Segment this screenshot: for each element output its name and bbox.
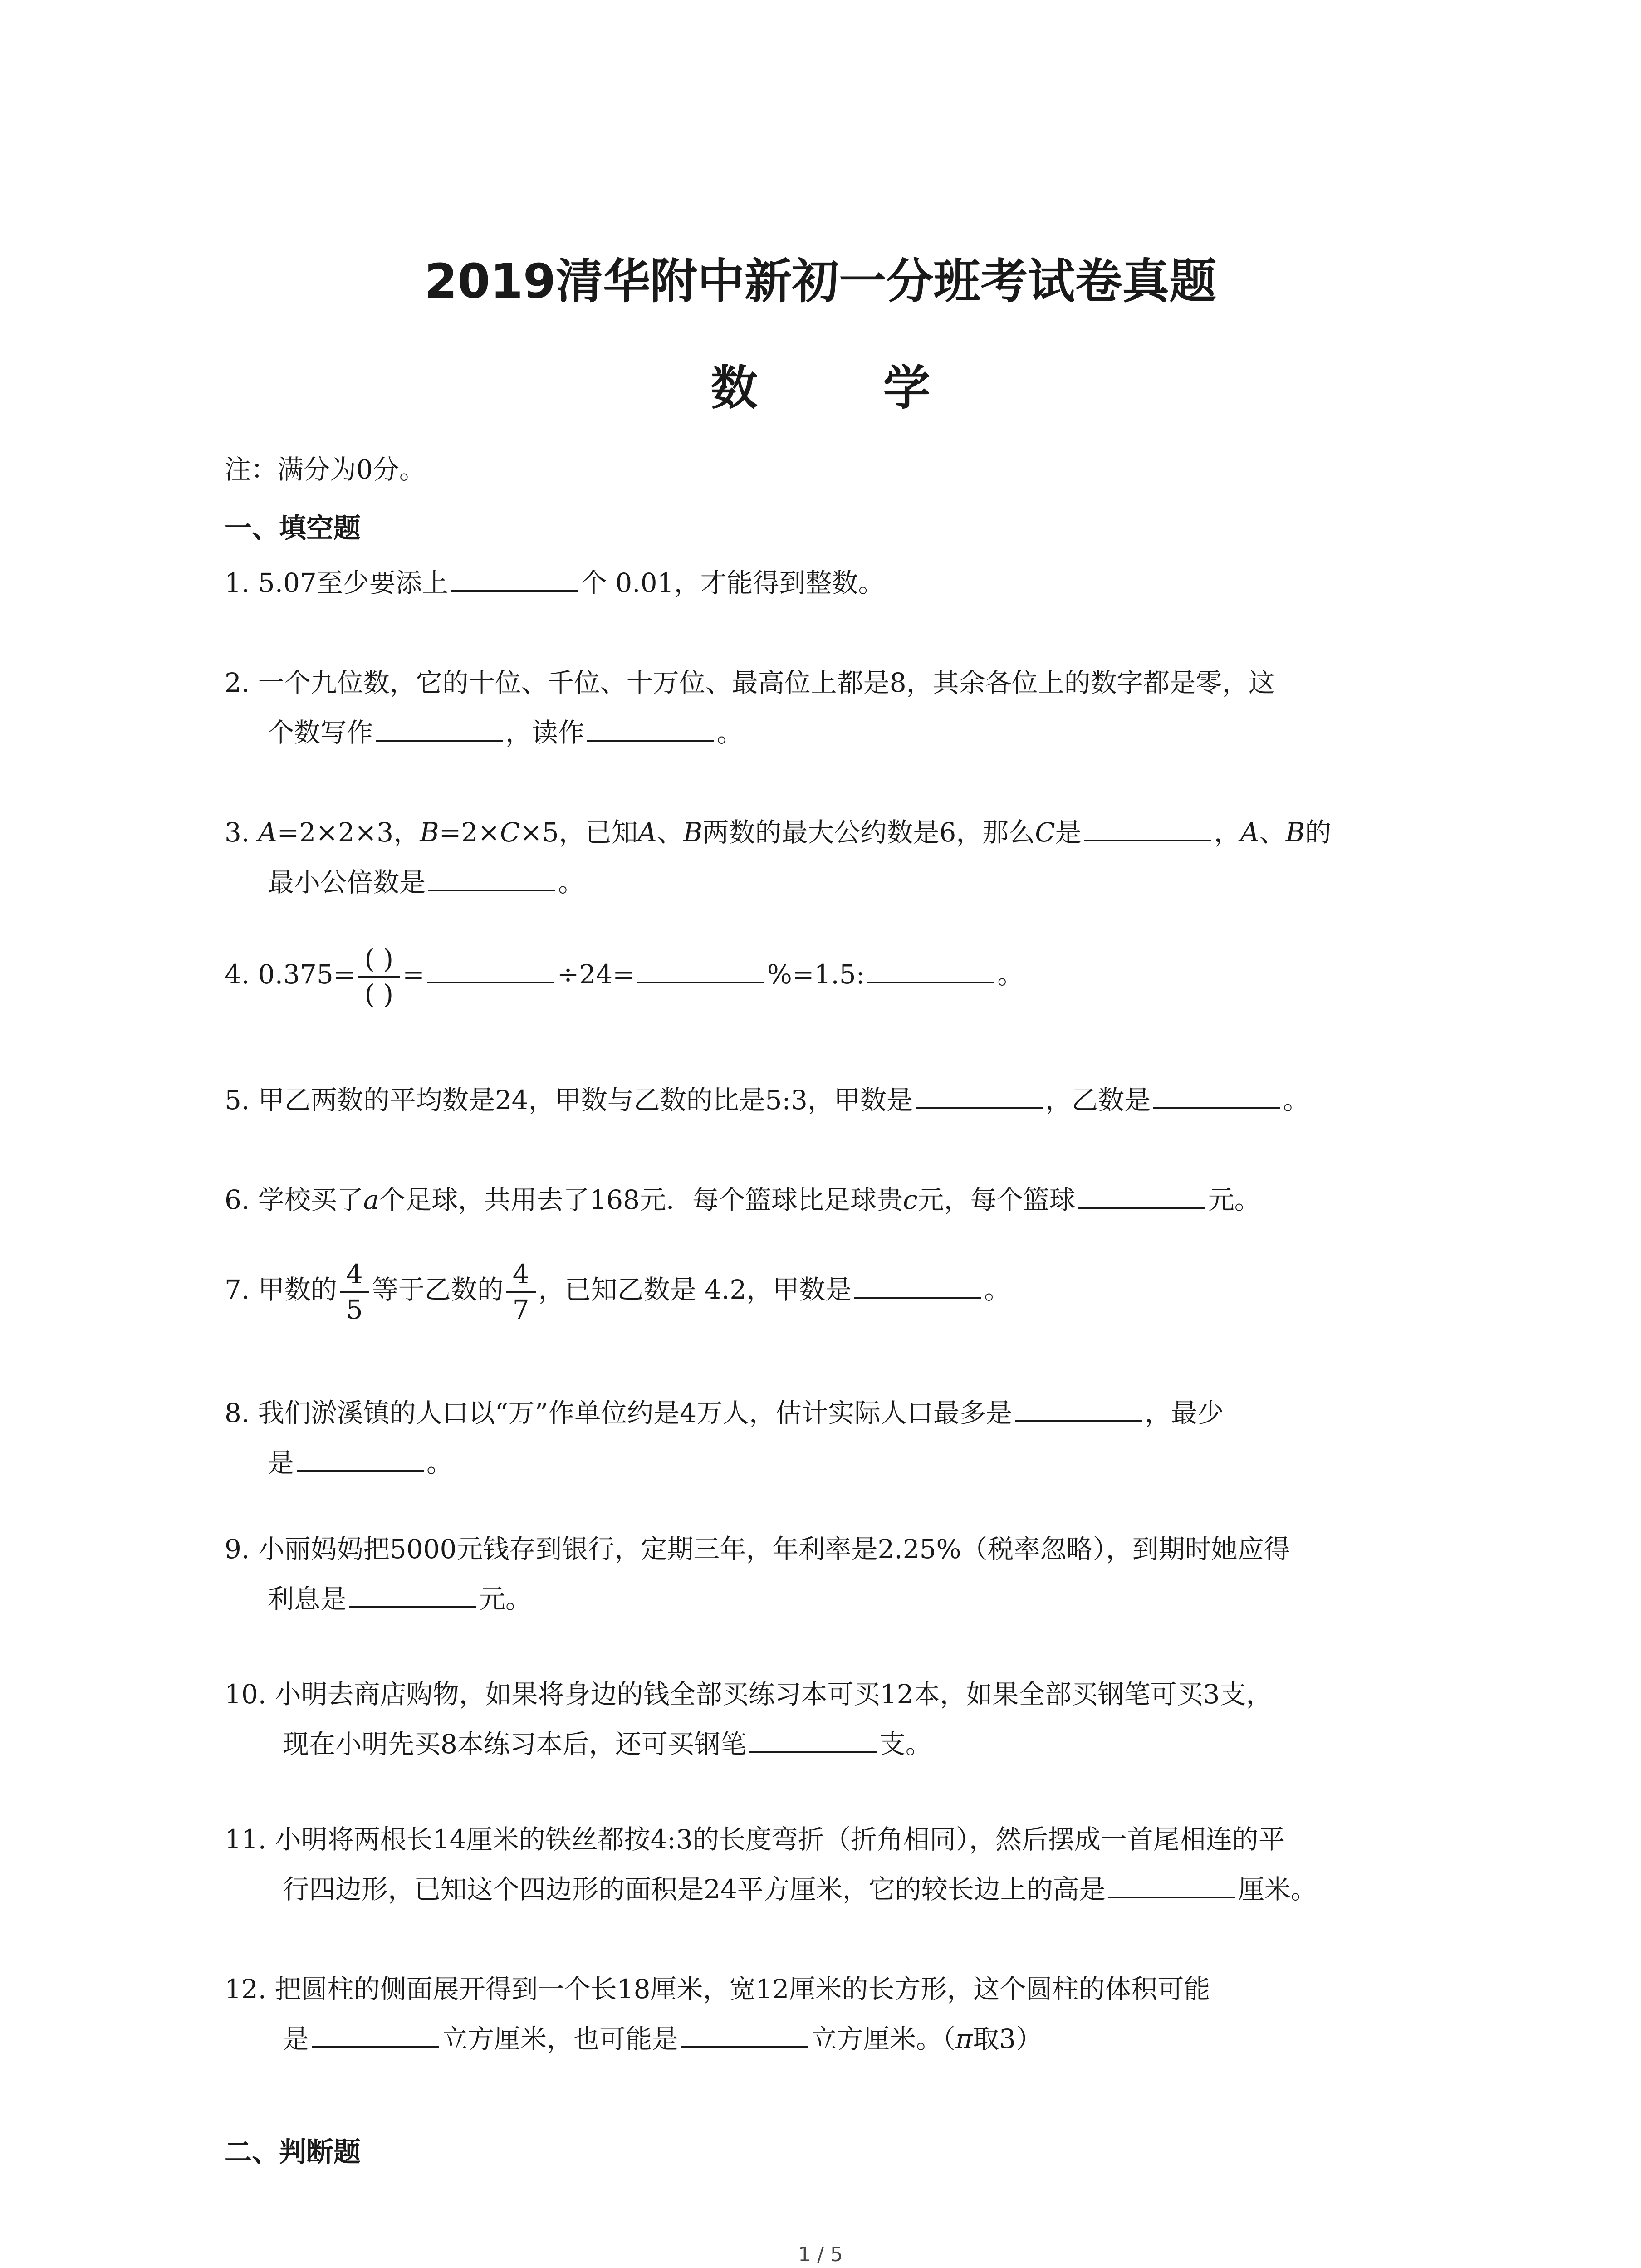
answer-blank[interactable]	[451, 565, 578, 592]
answer-blank[interactable]	[1084, 814, 1211, 841]
question-8: 8. 我们淤溪镇的人口以“万”作单位约是4万人，估计实际人口最多是 ，最少 是 。	[225, 1388, 1450, 1488]
answer-blank[interactable]	[376, 714, 503, 742]
answer-blank[interactable]	[1078, 1182, 1205, 1209]
section-fill-in-blank: 一、填空题	[225, 513, 361, 544]
page-title: 2019清华附中新初一分班考试卷真题	[424, 254, 1217, 309]
fraction: $\frac{4}{5}$	[340, 1261, 369, 1323]
question-6: 6. 学校买了a个足球，共用去了168元．每个篮球比足球贵c元，每个篮球 元。	[225, 1175, 1450, 1225]
question-2: 2. 一个九位数，它的十位、千位、十万位、最高位上都是8，其余各位上的数字都是零，这 个数写作 ，读作 。	[225, 667, 1275, 748]
answer-blank[interactable]	[1153, 1082, 1280, 1109]
answer-blank[interactable]	[427, 956, 554, 983]
page-number: 1 / 5	[798, 2243, 843, 2266]
answer-blank[interactable]	[854, 1271, 981, 1299]
section-true-false: 二、判断题	[225, 2136, 361, 2168]
answer-blank[interactable]	[428, 864, 555, 891]
question-5: 5. 甲乙两数的平均数是24，甲数与乙数的比是5:3，甲数是 ，乙数是 。	[225, 1075, 1450, 1125]
question-9: 9. 小丽妈妈把5000元钱存到银行，定期三年，年利率是2.25%（税率忽略），到期时她应得 利息是 元。	[225, 1534, 1290, 1614]
answer-blank[interactable]	[1015, 1395, 1142, 1422]
question-4: 4. 0.375= $\frac{( )}{( )}$ = ÷24= %=1.5: 。	[225, 943, 1024, 1010]
fraction: $\frac{( )}{( )}$	[358, 946, 400, 1007]
question-10: 10. 小明去商店购物，如果将身边的钱全部买练习本可买12本，如果全部买钢笔可买3支， 现在小明先买8本练习本后，还可买钢笔 支。	[225, 1679, 1273, 1760]
answer-blank[interactable]	[749, 1726, 877, 1753]
question-7: 7. 甲数的 $\frac{4}{5}$ 等于乙数的 $\frac{4}{7}$ ，已知乙数是 4.2，甲数是 。	[225, 1259, 1011, 1325]
question-3: 3. A=2×2×3，B=2×C×5，已知A、B两数的最大公约数是6，那么C是 ，A、B的 最小公倍数是 。	[225, 807, 1450, 907]
answer-blank[interactable]	[312, 2021, 439, 2048]
answer-blank[interactable]	[349, 1581, 476, 1608]
answer-blank[interactable]	[867, 956, 994, 983]
score-note: 注：满分为0分。	[225, 454, 426, 485]
answer-blank[interactable]	[681, 2021, 808, 2048]
answer-blank[interactable]	[297, 1445, 424, 1472]
question-11: 11. 小明将两根长14厘米的铁丝都按4:3的长度弯折（折角相同），然后摆成一首尾相连的平 行四边形，已知这个四边形的面积是24平方厘米，它的较长边上的高是 厘米。	[225, 1824, 1317, 1905]
subject-title: 数 学	[710, 360, 985, 415]
answer-blank[interactable]	[1108, 1871, 1235, 1898]
question-1: 1. 5.07至少要添上 个 0.01，才能得到整数。	[225, 558, 1450, 608]
question-12: 12. 把圆柱的侧面展开得到一个长18厘米，宽12厘米的长方形，这个圆柱的体积可能 是 立方厘米，也可能是 立方厘米。（π取3）	[225, 1974, 1210, 2054]
answer-blank[interactable]	[637, 956, 764, 983]
answer-blank[interactable]	[916, 1082, 1043, 1109]
fraction: $\frac{4}{7}$	[506, 1261, 536, 1323]
answer-blank[interactable]	[587, 714, 714, 742]
